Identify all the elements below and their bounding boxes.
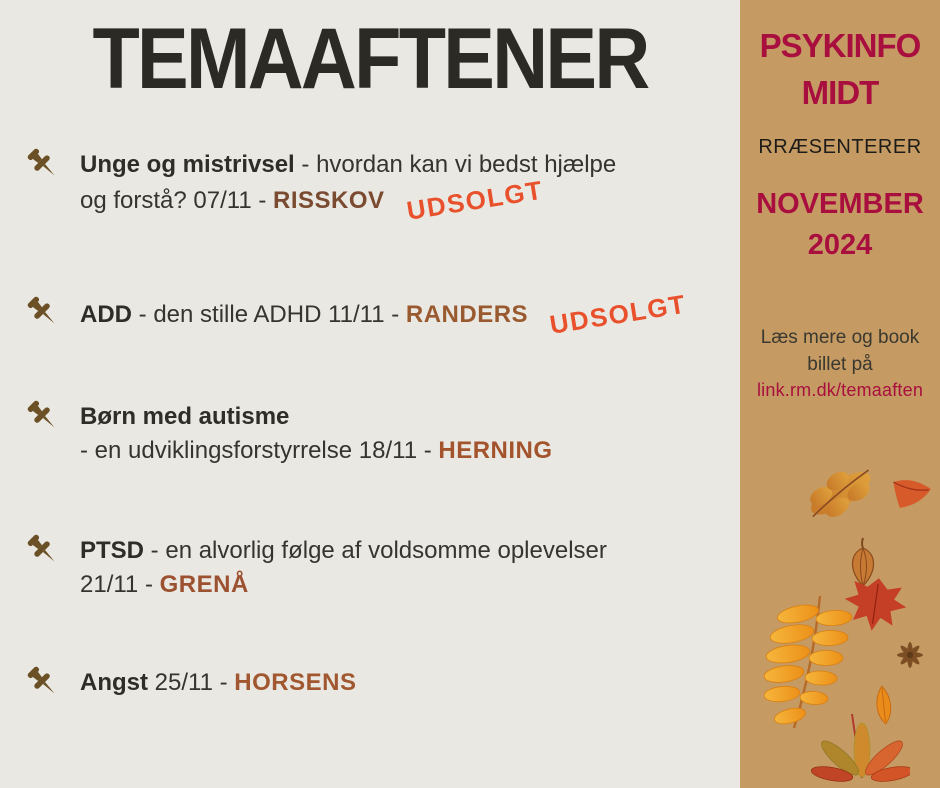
event-text: - en udviklingsforstyrrelse 18/11 - <box>80 437 439 464</box>
event-text: 21/11 - <box>80 571 160 598</box>
event-text: ADD <box>80 301 132 328</box>
brand-title <box>740 22 940 116</box>
event-description <box>80 148 720 226</box>
cta-text <box>740 324 940 378</box>
event-item <box>26 666 720 703</box>
event-description <box>80 400 720 468</box>
sold-out-badge: UDSOLGT <box>404 174 545 226</box>
event-item <box>26 288 720 340</box>
event-description <box>80 288 720 340</box>
event-text: - den stille ADHD 11/11 - <box>132 301 406 328</box>
sidebar <box>740 0 940 788</box>
event-item <box>26 534 720 602</box>
creeper-leaf-icon <box>810 712 910 788</box>
event-location: GRENÅ <box>159 571 249 598</box>
presents-label: RRÆSENTERER <box>758 136 922 158</box>
event-description <box>80 666 720 703</box>
event-text: og forstå? 07/11 - <box>80 187 274 214</box>
oak-leaf-icon <box>794 451 891 540</box>
pushpin-icon <box>26 399 64 437</box>
brand-line-1: PSYKINFO <box>759 27 921 64</box>
event-location: HORSENS <box>234 669 357 696</box>
event-text: - hvordan kan vi bedst hjælpe <box>294 151 617 178</box>
pushpin-icon <box>26 533 64 571</box>
booking-link: link.rm.dk/temaaften <box>756 380 924 400</box>
event-text: - en alvorlig følge af voldsomme oplevelser <box>144 537 607 564</box>
event-location: RISSKOV <box>273 187 385 214</box>
event-item <box>26 400 720 468</box>
event-text: Unge og mistrivsel <box>80 151 295 178</box>
small-red-leaf-icon <box>888 476 934 517</box>
pushpin-icon <box>26 665 64 703</box>
star-anise-icon <box>893 640 927 677</box>
sold-out-badge: UDSOLGT <box>547 288 689 340</box>
page-title: TEMAAFTENER <box>92 11 648 107</box>
month-label <box>740 184 940 266</box>
month-name: NOVEMBER <box>756 188 924 220</box>
cta-line-2: billet på <box>807 354 873 375</box>
event-item <box>26 148 720 226</box>
brand-line-2: MIDT <box>801 74 879 111</box>
event-description <box>80 534 720 602</box>
event-location: RANDERS <box>405 301 529 328</box>
event-location: HERNING <box>438 437 553 464</box>
cta-line-1: Læs mere og book <box>760 327 920 348</box>
month-year: 2024 <box>807 229 873 261</box>
event-text: PTSD <box>80 537 145 564</box>
pushpin-icon <box>26 295 64 333</box>
pushpin-icon <box>26 147 64 185</box>
event-text: Angst <box>80 669 148 696</box>
event-text: Børn med autisme <box>80 403 290 430</box>
event-text: 25/11 - <box>148 669 235 696</box>
